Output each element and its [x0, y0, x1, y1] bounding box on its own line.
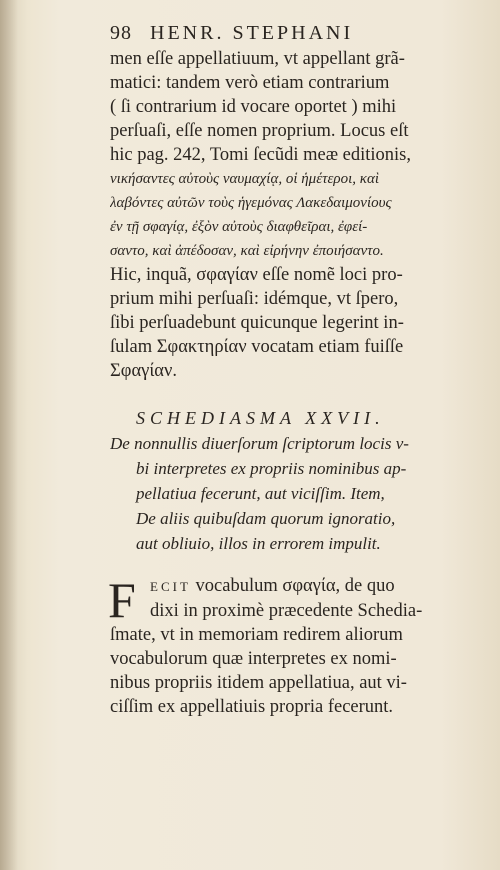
text-line: perſuaſi, eſſe nomen proprium. Locus eſt [110, 121, 409, 141]
drop-capital: F [108, 572, 136, 628]
running-header [110, 22, 462, 45]
text-block [110, 22, 462, 719]
text-line: ( ſi contrarium id vocare oportet ) mihi [110, 97, 397, 117]
text-line: ſulam Σφακτηρίαν vocatam etiam fuiſſe [110, 337, 404, 357]
section-summary-line: De nonnullis diuerſorum ſcriptorum locis v- [110, 434, 409, 453]
text-line: dixi in proximè præcedente Schedia- [150, 601, 423, 621]
greek-line: λαβόντες αὐτῶν τοὺς ἡγεμόνας Λακεδαιμονίους [110, 195, 392, 211]
greek-line: νικήσαντες αὐτοὺς ναυμαχίᾳ, οἱ ἡμέτεροι, καὶ [110, 171, 380, 187]
text-line: nibus propriis itidem appellatiua, aut vi- [110, 673, 407, 693]
text-line: men eſſe appellatiuum, vt appellant grã- [110, 49, 405, 69]
greek-line: σαντο, καὶ ἀπέδοσαν, καὶ εἰρήνην ἐποιήσαντο. [110, 243, 384, 259]
text-line: matici: tandem verò etiam contrarium [110, 73, 390, 93]
text-line: ſibi perſuadebunt quicunque legerint in- [110, 313, 404, 333]
page-gutter [0, 0, 18, 870]
small-caps-word: ECIT [150, 579, 191, 594]
section-summary-line: pellatiua fecerunt, aut viciſſim. Item, [136, 484, 385, 503]
text-line: hic pag. 242, Tomi ſecũdi meæ editionis, [110, 145, 412, 165]
greek-line: ἐν τῇ σφαγίᾳ, ἐξὸν αὐτοὺς διαφθεῖραι, ἐφεί- [110, 219, 368, 235]
running-title: HENR. STEPHANI [150, 22, 354, 44]
section-summary-line: bi interpretes ex propriis nominibus ap- [136, 459, 407, 478]
text-line: Σφαγίαν. [110, 361, 177, 381]
section-summary-line: aut obliuio, illos in errorem impulit. [136, 534, 381, 553]
body-paragraph [110, 574, 462, 719]
page-number: 98 [110, 22, 132, 44]
section-summary-line: De aliis quibuſdam quorum ignoratio, [136, 509, 396, 528]
text-line: prium mihi perſuaſi: idémque, vt ſpero, [110, 289, 399, 309]
text-line: ciſſim ex appellatiuis propria fecerunt. [110, 697, 394, 717]
text-line: ECIT vocabulum σφαγία, de quo [150, 576, 395, 596]
text-line: Hic, inquã, σφαγίαν eſſe nomẽ loci pro- [110, 265, 403, 285]
text-line: ſmate, vt in memoriam redirem aliorum [110, 625, 403, 645]
section-heading: SCHEDIASMA XXVII. [136, 408, 385, 428]
text-line: vocabulorum quæ interpretes ex nomi- [110, 649, 397, 669]
